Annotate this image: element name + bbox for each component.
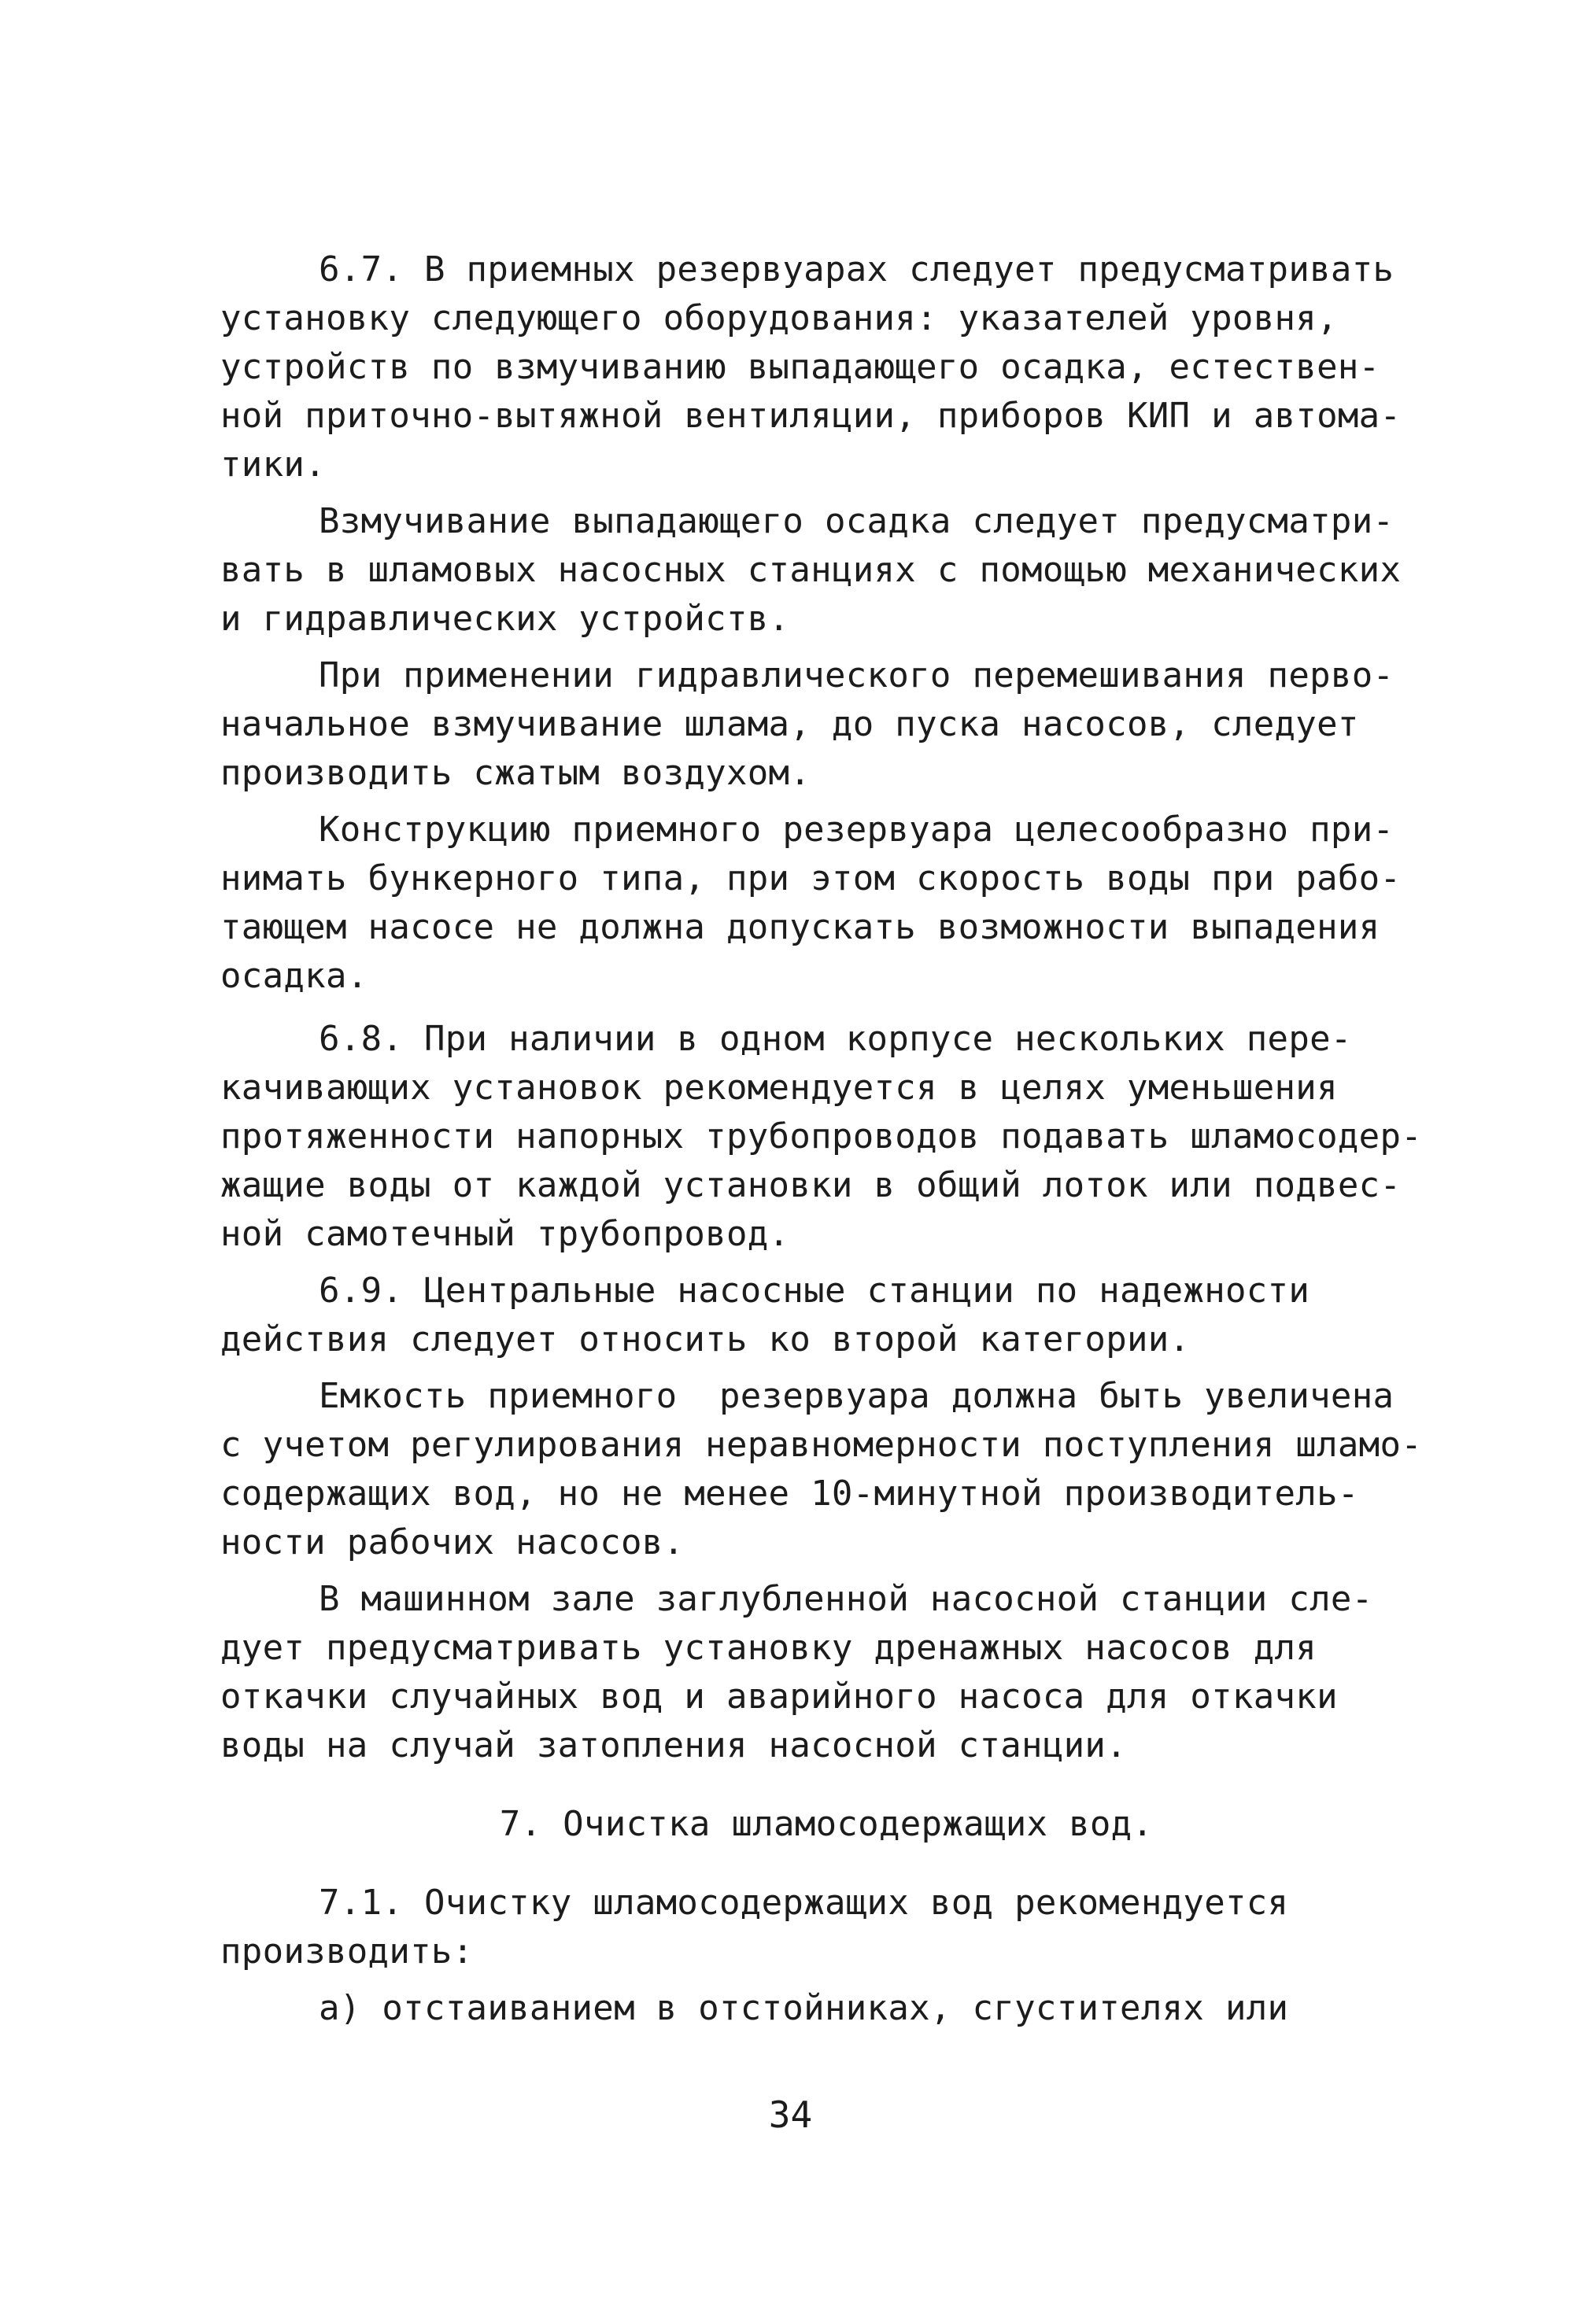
text-line: дует предусматривать установку дренажных насосов для <box>220 1628 1317 1668</box>
text-line: производить: <box>220 1931 474 1972</box>
text-line: производить сжатым воздухом. <box>220 753 811 793</box>
text-line: При применении гидравлического перемешивания перво- <box>319 655 1394 695</box>
text-line: 7.1. Очистку шламосодержащих вод рекомендуется <box>319 1883 1289 1923</box>
text-line: нимать бункерного типа, при этом скорость воды при рабо- <box>220 858 1402 898</box>
text-line: Конструкцию приемного резервуара целесообразно при- <box>319 810 1394 850</box>
text-line: тики. <box>220 445 326 485</box>
text-line: действия следует относить ко второй категории. <box>220 1319 1191 1359</box>
text-line: воды на случай затопления насосной станции. <box>220 1725 1127 1765</box>
text-line: тающем насосе не должна допускать возможности выпадения <box>220 907 1380 947</box>
text-line: жащие воды от каждой установки в общий лоток или подвес- <box>220 1165 1402 1205</box>
text-line: устройств по взмучиванию выпадающего осадка, естествен- <box>220 347 1380 387</box>
text-line: содержащих вод, но не менее 10-минутной производитель- <box>220 1474 1359 1514</box>
text-line: 6.8. При наличии в одном корпусе нескольких пере- <box>319 1019 1352 1059</box>
text-line: и гидравлических устройств. <box>220 599 790 639</box>
text-line: 6.9. Центральные насосные станции по надежности <box>319 1271 1310 1311</box>
section-heading: 7. Очистка шламосодержащих вод. <box>499 1804 1154 1844</box>
text-line: установку следующего оборудования: указателей уровня, <box>220 298 1338 338</box>
text-line: с учетом регулирования неравномерности поступления шламо- <box>220 1425 1423 1465</box>
text-line: Взмучивание выпадающего осадка следует предусматри- <box>319 501 1394 541</box>
text-line: осадка. <box>220 956 368 996</box>
document-body <box>220 245 1432 2033</box>
text-line: ной приточно-вытяжной вентиляции, приборов КИП и автома- <box>220 396 1402 436</box>
page-number: 34 <box>768 2093 813 2136</box>
text-line: вать в шламовых насосных станциях с помощью механических <box>220 550 1402 590</box>
text-line: протяженности напорных трубопроводов подавать шламосодер- <box>220 1116 1423 1156</box>
text-line: качивающих установок рекомендуется в целях уменьшения <box>220 1068 1338 1108</box>
text-line: начальное взмучивание шлама, до пуска насосов, следует <box>220 704 1359 744</box>
text-line: ной самотечный трубопровод. <box>220 1214 790 1254</box>
text-line: Емкость приемного резервуара должна быть увеличена <box>319 1376 1394 1416</box>
text-line: В машинном зале заглубленной насосной станции сле- <box>319 1579 1373 1619</box>
text-line: откачки случайных вод и аварийного насоса для откачки <box>220 1677 1338 1717</box>
text-line: 6.7. В приемных резервуарах следует предусматривать <box>319 249 1394 290</box>
text-line: ности рабочих насосов. <box>220 1522 685 1562</box>
text-line: а) отстаиванием в отстойниках, сгустителях или <box>319 1988 1289 2028</box>
